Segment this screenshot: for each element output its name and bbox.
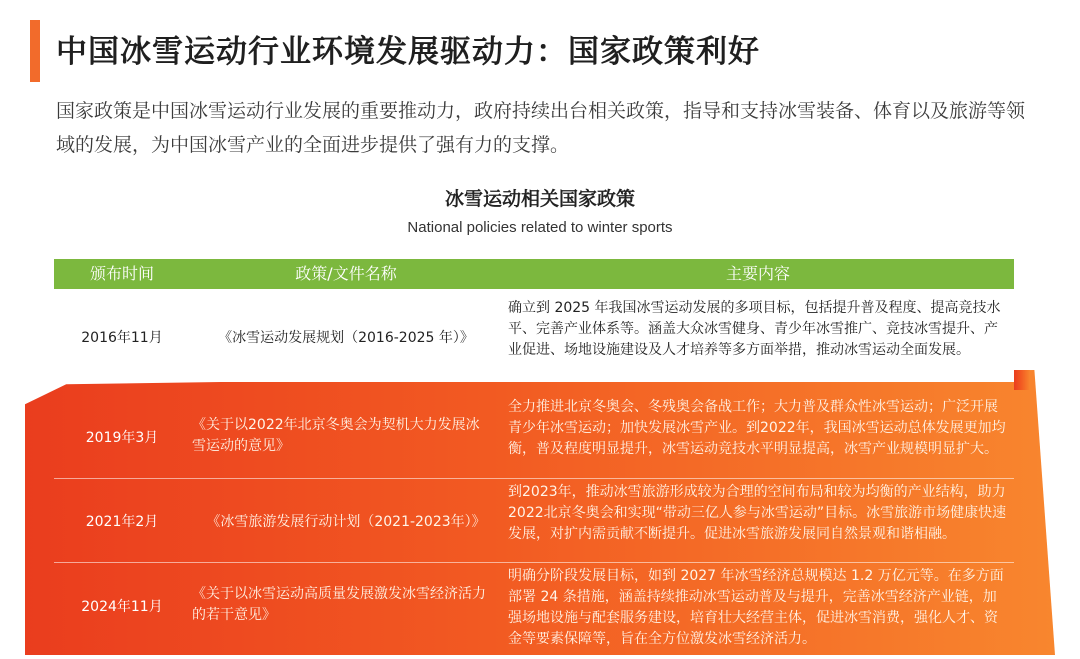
intro-paragraph: 国家政策是中国冰雪运动行业发展的重要推动力，政府持续出台相关政策，指导和支持冰雪装备、体育以及旅游等领域的发展，为中国冰雪产业的全面进步提供了强有力的支撑。 bbox=[56, 100, 1026, 156]
row-content: 确立到 2025 年我国冰雪运动发展的多项目标，包括提升普及程度、提高竞技水平、完善产业体系等。涵盖大众冰雪健身、青少年冰雪推广、竞技冰雪提升、产业促进、场地设施建设及人才培养等多方面举措，推动冰雪运动全面发展。 bbox=[508, 300, 1001, 358]
table-row bbox=[54, 481, 1014, 563]
table-row bbox=[54, 565, 1014, 651]
row-policy-name: 《冰雪运动发展规划（2016-2025 年）》 bbox=[218, 330, 474, 346]
orange-background-corner bbox=[1014, 370, 1030, 390]
column-header-date: 颁布时间 bbox=[89, 264, 154, 283]
row-divider bbox=[54, 478, 1014, 479]
row-policy-name: 《关于以冰雪运动高质量发展激发冰雪经济活力的若干意见》 bbox=[192, 586, 486, 623]
row-content: 明确分阶段发展目标，如到 2027 年冰雪经济总规模达 1.2 万亿元等。在多方面部署 24 条措施，涵盖持续推动冰雪运动普及与提升，完善冰雪经济产业链，加强场地设施与配套服务建设，培育壮大经营主体，促进冰雪消费，强化人才、资金等要素保障等，旨在全方位激发冰雪经济活力。 bbox=[508, 568, 1004, 647]
row-content: 到2023年，推动冰雪旅游形成较为合理的空间布局和较为均衡的产业结构，助力2022北京冬奥会和实现“带动三亿人参与冰雪运动”目标。冰雪旅游市场健康快速发展，对扩内需贡献不断提升。促进冰雪旅游发展同自然景观和谐相融。 bbox=[508, 484, 1007, 542]
row-divider bbox=[54, 562, 1014, 563]
row-date: 2021年2月 bbox=[85, 514, 159, 530]
row-date: 2016年11月 bbox=[81, 330, 163, 346]
row-policy-name: 《关于以2022年北京冬奥会为契机大力发展冰雪运动的意见》 bbox=[192, 417, 480, 454]
table-subtitle: National policies related to winter sports bbox=[407, 219, 673, 236]
row-date: 2019年3月 bbox=[85, 430, 159, 446]
policy-table-header bbox=[54, 259, 1014, 289]
table-row bbox=[54, 290, 1014, 382]
column-header-content: 主要内容 bbox=[725, 264, 790, 283]
table-row bbox=[54, 395, 1014, 479]
row-content: 全力推进北京冬奥会、冬残奥会备战工作；大力普及群众性冰雪运动；广泛开展青少年冰雪运动；加快发展冰雪产业。到2022年，我国冰雪运动总体发展更加均衡，普及程度明显提升，冰雪运动竞技水平明显提高，冰雪产业规模明显扩大。 bbox=[508, 399, 1006, 457]
column-header-name: 政策/文件名称 bbox=[295, 264, 397, 283]
row-policy-name: 《冰雪旅游发展行动计划（2021-2023年）》 bbox=[206, 514, 486, 530]
row-date: 2024年11月 bbox=[81, 599, 163, 615]
page-title: 中国冰雪运动行业环境发展驱动力：国家政策利好 bbox=[56, 34, 760, 70]
title-accent-bar bbox=[30, 20, 40, 82]
table-title: 冰雪运动相关国家政策 bbox=[444, 188, 635, 210]
